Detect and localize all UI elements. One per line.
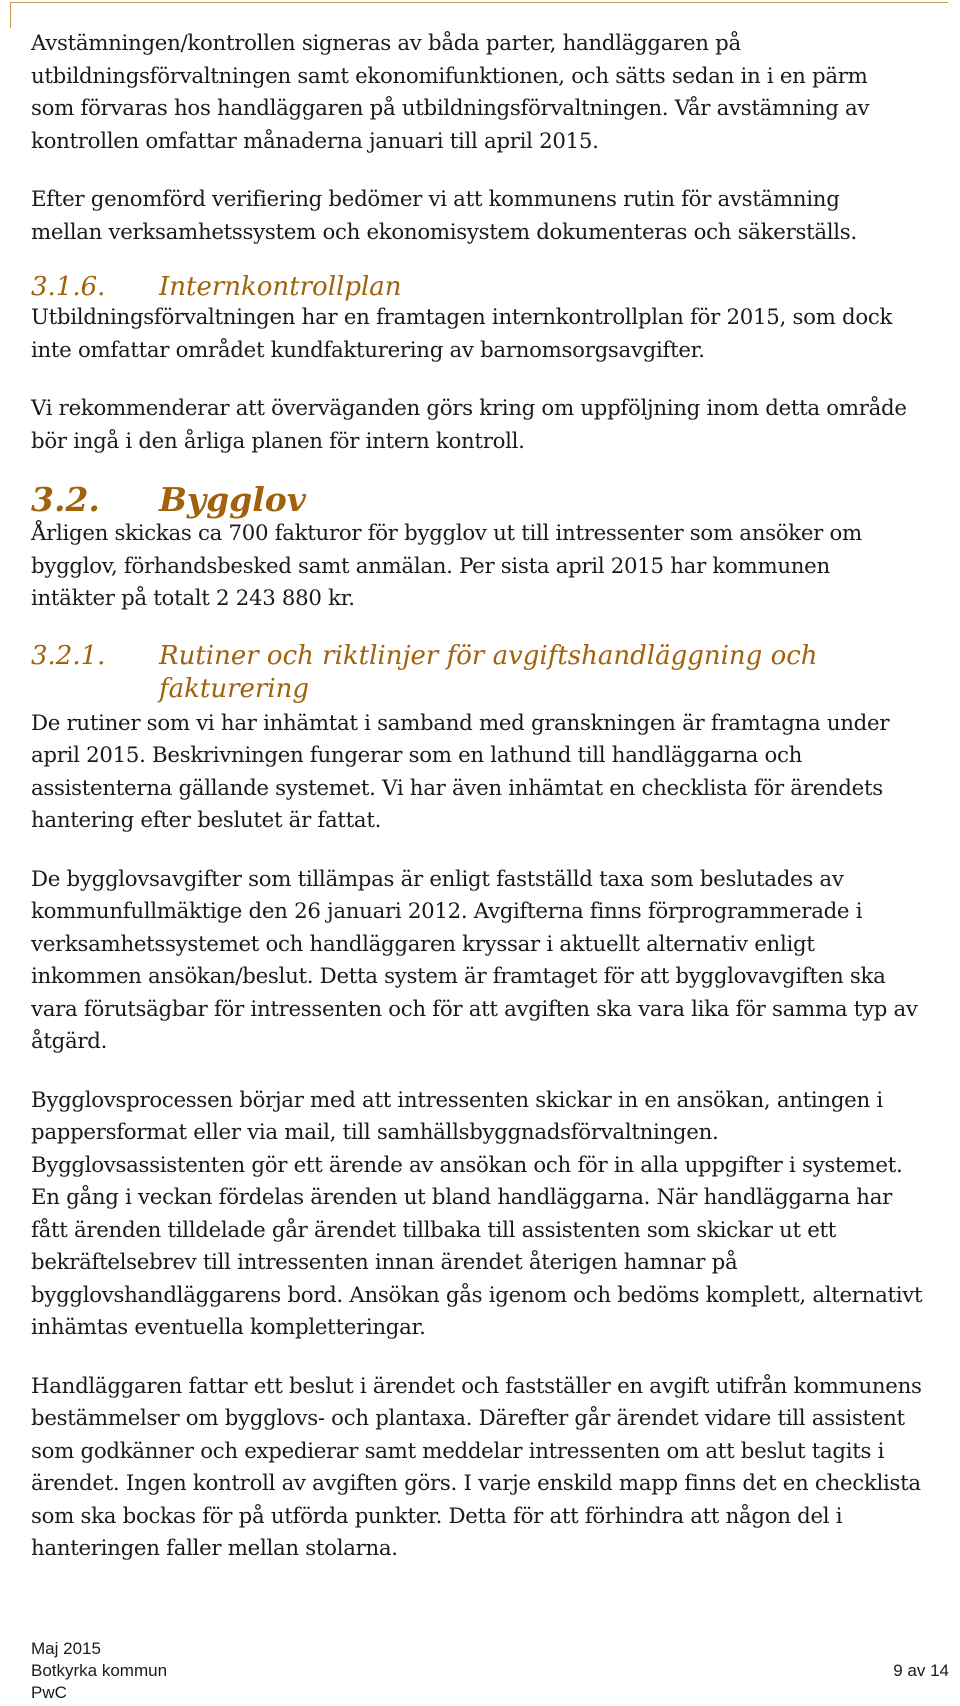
page-frame-top — [10, 2, 948, 3]
text-line: som ska bockas för på utförda punkter. Detta för att förhindra att någon del i — [31, 1503, 843, 1529]
paragraph-verification — [31, 184, 951, 249]
heading-text: Bygglov — [159, 480, 306, 519]
text-line: ärendet. Ingen kontroll av avgiften görs. I varje enskild mapp finns det en checklista — [31, 1471, 921, 1496]
heading-3-2 — [31, 480, 951, 520]
text-line: som förvaras hos handläggaren på utbildningsförvaltningen. Vår avstämning av — [31, 96, 870, 121]
heading-text: Rutiner och riktlinjer för avgiftshandläggning och fakturering — [159, 640, 818, 704]
text-line: Bygglovsprocessen börjar med att intressenten skickar in en ansökan, antingen i — [31, 1087, 883, 1113]
text-line: hantering efter beslutet är fattat. — [31, 808, 382, 833]
paragraph-reconciliation — [31, 28, 951, 158]
text-line: verksamhetssystemet och handläggaren kryssar i aktuellt alternativ enligt — [31, 931, 815, 957]
heading-number: 3.2.1. — [31, 640, 106, 671]
text-line: kommunfullmäktige den 26 januari 2012. Avgifterna finns förprogrammerade i — [31, 899, 863, 924]
text-line: intäkter på totalt 2 243 880 kr. — [31, 586, 355, 611]
text-line: fått ärenden tilldelade går ärendet tillbaka till assistenten som skickar ut ett — [31, 1217, 837, 1243]
text-line: Bygglovsassistenten gör ett ärende av ansökan och för in alla uppgifter i systemet. — [31, 1152, 903, 1178]
text-line: assistenterna gällande systemet. Vi har även inhämtat en checklista för ärendets — [31, 775, 883, 801]
text-line: Avstämningen/kontrollen signeras av båda parter, handläggaren på — [31, 31, 741, 56]
text-line: inkommen ansökan/beslut. Detta system är framtaget för att bygglovavgiften ska — [31, 964, 886, 989]
paragraph-internal-control — [31, 302, 951, 367]
text-line: vara förutsägbar för intressenten och för att avgiften ska vara lika för samma typ av — [31, 996, 918, 1022]
paragraph-routines — [31, 708, 951, 838]
heading-number: 3.2. — [31, 480, 100, 519]
heading-text: Internkontrollplan — [159, 272, 402, 302]
text-line: bygglov, förhandsbesked samt anmälan. Per sista april 2015 har kommunen — [31, 553, 830, 579]
page-number: 9 av 14 — [893, 1661, 949, 1680]
paragraph-building-permit — [31, 518, 951, 616]
paragraph-process — [31, 1085, 951, 1345]
text-line: Efter genomförd verifiering bedömer vi att kommunens rutin för avstämning — [31, 187, 840, 212]
text-line: inte omfattar området kundfakturering av barnomsorgsavgifter. — [31, 337, 705, 363]
text-line: som godkänner och expedierar samt meddelar intressenten om att beslut tagits i — [31, 1438, 885, 1464]
text-line: bygglovshandläggarens bord. Ansökan gås igenom och bedöms komplett, alternativt — [31, 1282, 923, 1308]
page-frame-left — [10, 2, 11, 28]
paragraph-decision — [31, 1371, 951, 1566]
text-line: Vi rekommenderar att överväganden görs kring om uppföljning inom detta område — [31, 396, 907, 421]
text-line: De bygglovsavgifter som tillämpas är enligt fastställd taxa som beslutades av — [31, 866, 844, 892]
text-line: bestämmelser om bygglovs- och plantaxa. Därefter går ärendet vidare till assistent — [31, 1406, 905, 1431]
text-line: åtgärd. — [31, 1029, 108, 1054]
text-line: Handläggaren fattar ett beslut i ärendet och fastställer en avgift utifrån kommunens — [31, 1373, 922, 1399]
paragraph-fees — [31, 864, 951, 1059]
text-line: Utbildningsförvaltningen har en framtagen internkontrollplan för 2015, som dock — [31, 305, 893, 330]
heading-3-2-1 — [31, 640, 951, 706]
text-line: En gång i veckan fördelas ärenden ut bland handläggarna. När handläggarna har — [31, 1185, 893, 1210]
heading-3-1-6 — [31, 271, 951, 304]
text-line: kontrollen omfattar månaderna januari till april 2015. — [31, 128, 599, 154]
page-footer — [31, 1638, 949, 1704]
document-body — [31, 28, 951, 1566]
text-line: De rutiner som vi har inhämtat i samband med granskningen är framtagna under — [31, 710, 890, 736]
text-line: pappersformat eller via mail, till samhällsbyggnadsförvaltningen. — [31, 1120, 719, 1145]
footer-municipality: Botkyrka kommun — [31, 1661, 168, 1680]
footer-date: Maj 2015 — [31, 1639, 101, 1658]
text-line: inhämtas eventuella kompletteringar. — [31, 1315, 426, 1340]
paragraph-recommendation — [31, 393, 951, 458]
text-line: april 2015. Beskrivningen fungerar som en lathund till handläggarna och — [31, 743, 803, 768]
text-line: utbildningsförvaltningen samt ekonomifunktionen, och sätts sedan in i en pärm — [31, 63, 868, 89]
text-line: hanteringen faller mellan stolarna. — [31, 1536, 398, 1561]
text-line: bör ingå i den årliga planen för intern kontroll. — [31, 428, 525, 454]
text-line: bekräftelsebrev till intressenten innan ärendet återigen hamnar på — [31, 1250, 738, 1275]
text-line: Årligen skickas ca 700 fakturor för bygglov ut till intressenter som ansöker om — [31, 521, 862, 546]
footer-firm: PwC — [31, 1683, 67, 1702]
text-line: mellan verksamhetssystem och ekonomisystem dokumenteras och säkerställs. — [31, 219, 857, 245]
heading-number: 3.1.6. — [31, 272, 106, 302]
